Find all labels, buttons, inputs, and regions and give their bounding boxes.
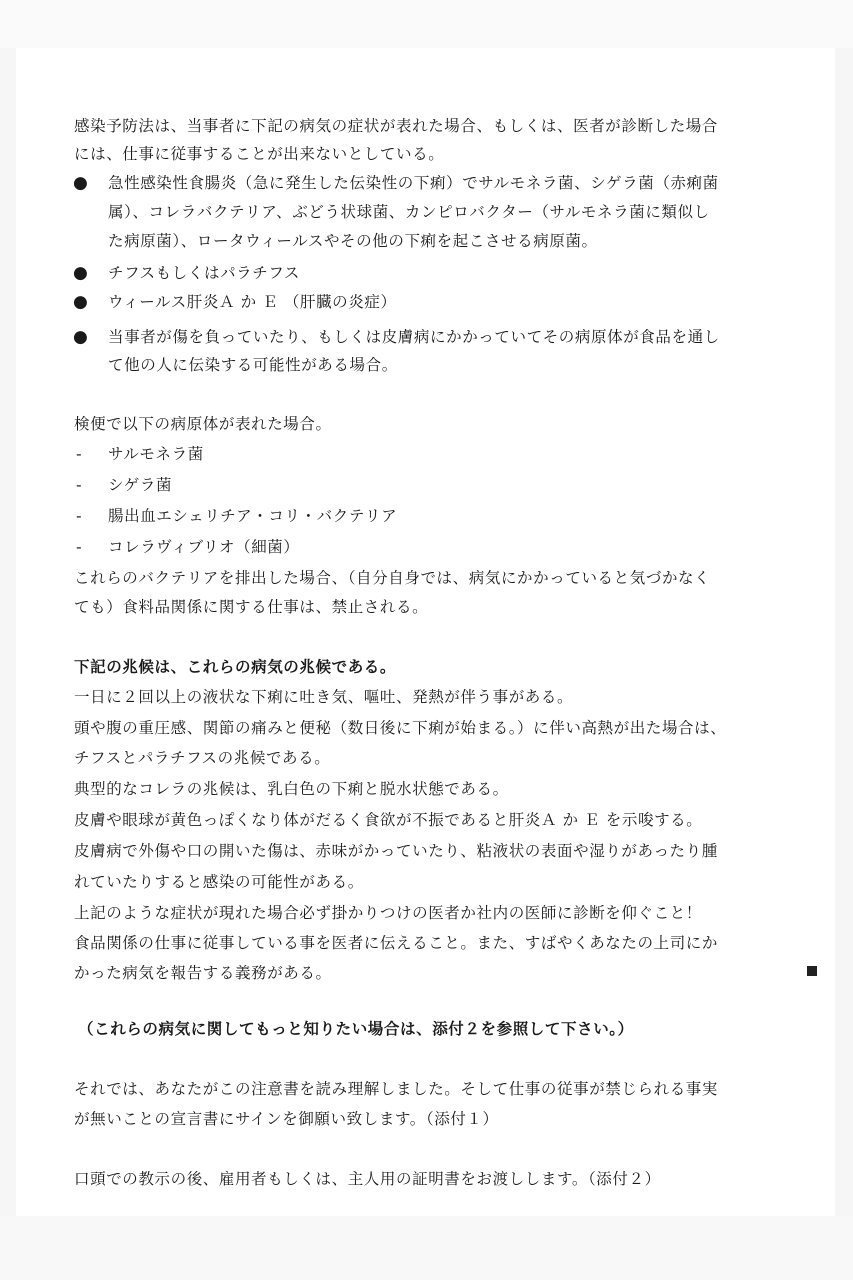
signs-heading: 下記の兆候は、これらの病気の兆候である。 (74, 658, 397, 676)
pathogen-item: コレラヴィブリオ（細菌） (108, 538, 300, 556)
sign-line: 一日に２回以上の液状な下痢に吐き気、嘔吐、発熱が伴う事がある。 (74, 688, 574, 706)
sign-line: かった病気を報告する義務がある。 (74, 964, 332, 982)
bullet-icon: ● (73, 263, 88, 283)
sign-line: 典型的なコレラの兆候は、乳白色の下痢と脱水状態である。 (74, 780, 509, 798)
scan-speck (807, 966, 817, 976)
bullet-1-line-3: た病原菌）、ロータウィールスやその他の下痢を起こさせる病原菌。 (108, 232, 598, 250)
scan-border-bottom (0, 1216, 853, 1280)
more-info-note: （これらの病気に関してもっと知りたい場合は、添付２を参照して下さい。） (78, 1020, 634, 1038)
sign-line: 皮膚や眼球が黄色っぽくなり体がだるく食欲が不振であると肝炎Ａ か Ｅ を示唆する。 (74, 811, 703, 829)
stool-note-line-1: これらのバクテリアを排出した場合、（自分自身では、病気にかかっていると気づかなく (74, 569, 711, 587)
sign-line: 皮膚病で外傷や口の開いた傷は、赤味がかっていたり、粘液状の表面や湿りがあったり腫 (74, 842, 718, 860)
intro-line-2: には、仕事に従事することが出来ないとしている。 (74, 145, 445, 163)
dash-icon: - (76, 445, 82, 463)
declaration-line-2: が無いことの宣言書にサインを御願い致します。（添付１） (74, 1110, 499, 1128)
sign-line: 上記のような症状が現れた場合必ず掛かりつけの医者か社内の医師に診断を仰ぐこと！ (74, 904, 702, 922)
bullet-4-line-1: 当事者が傷を負っていたり、もしくは皮膚病にかかっていてその病原体が食品を通し (108, 328, 720, 346)
stool-heading: 検便で以下の病原体が表れた場合。 (74, 415, 332, 433)
sign-line: 食品関係の仕事に従事している事を医者に伝えること。また、すばやくあなたの上司にか (74, 934, 719, 952)
dash-icon: - (76, 507, 82, 525)
bullet-icon: ● (73, 292, 88, 312)
scan-border-left (0, 48, 16, 1280)
sign-line: チフスとパラチフスの兆候である。 (74, 749, 331, 767)
sign-line: 頭や腹の重圧感、関節の痛みと便秘（数日後に下痢が始まる。）に伴い高熱が出た場合は、 (74, 719, 727, 737)
bullet-2-line-1: チフスもしくはパラチフス (108, 264, 300, 282)
bullet-1-line-1: 急性感染性食腸炎（急に発生した伝染性の下痢）でサルモネラ菌、シゲラ菌（赤痢菌 (108, 174, 719, 192)
bullet-icon: ● (73, 327, 88, 347)
dash-icon: - (76, 476, 82, 494)
bullet-1-line-2: 属）、コレラバクテリア、ぶどう状球菌、カンピロバクター（サルモネラ菌に類似し (108, 203, 710, 221)
bullet-3-line-1: ウィールス肝炎Ａ か Ｅ （肝臓の炎症） (108, 293, 397, 311)
dash-icon: - (76, 538, 82, 556)
declaration-line-1: それでは、あなたがこの注意書を読み理解しました。そして仕事の従事が禁じられる事実 (74, 1080, 719, 1098)
scan-border-top (0, 0, 853, 48)
bullet-4-line-2: て他の人に伝染する可能性がある場合。 (108, 356, 398, 374)
intro-line-1: 感染予防法は、当事者に下記の病気の症状が表れた場合、もしくは、医者が診断した場合 (74, 117, 719, 135)
scan-border-right (835, 48, 853, 1280)
stool-note-line-2: ても）食料品関係に関する仕事は、禁止される。 (74, 598, 429, 616)
document-page (16, 48, 835, 1216)
pathogen-item: サルモネラ菌 (108, 445, 204, 463)
pathogen-item: シゲラ菌 (108, 476, 173, 494)
bullet-icon: ● (73, 173, 88, 193)
closing-line: 口頭での教示の後、雇用者もしくは、主人用の証明書をお渡しします。（添付２） (74, 1170, 661, 1188)
sign-line: れていたりすると感染の可能性がある。 (74, 873, 364, 891)
pathogen-item: 腸出血エシェリチア・コリ・バクテリア (108, 507, 398, 525)
